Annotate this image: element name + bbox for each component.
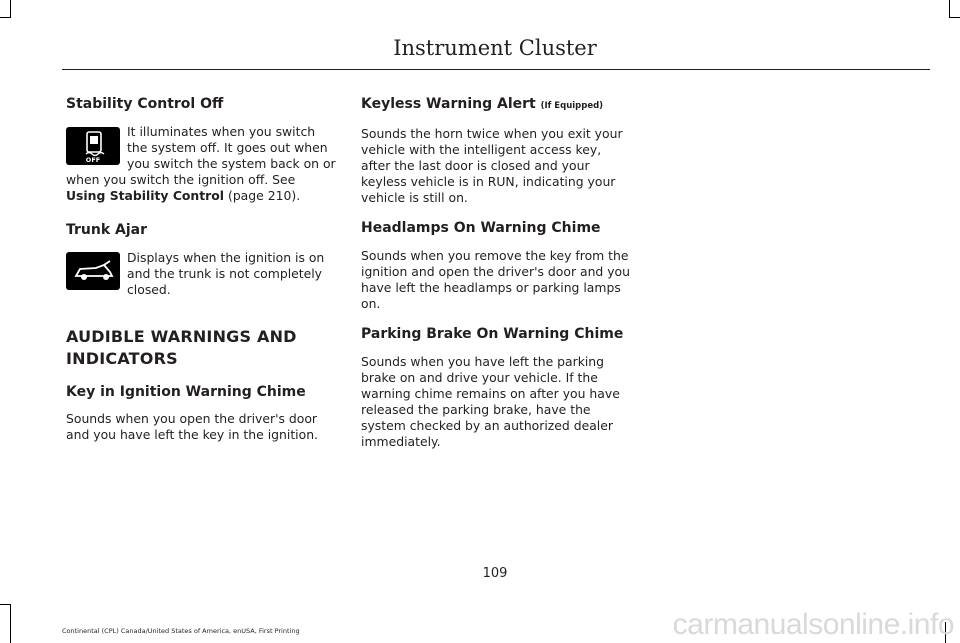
stability-heading: Stability Control Off [66,96,224,112]
keyless-heading: Keyless Warning Alert (If Equipped) [361,96,604,112]
key-heading: Key in Ignition Warning Chime [66,384,306,400]
section-title-line1: AUDIBLE WARNINGS AND [66,327,297,346]
footer-text: Continental (CPL) Canada/United States of America, enUSA, First Printing [62,627,300,635]
key-text: Sounds when you open the driver's door and you have left the key in the ignition. [66,411,318,442]
keyless-qualifier: (If Equipped) [540,101,604,111]
trunk-block [66,250,338,298]
brake-text: Sounds when you have left the parking brake on and drive your vehicle. If the warning chime remains on after you have released the parking brake, have the system checked by an authorized dealer immediately. [361,354,620,449]
crop-mark-top-left [10,0,11,18]
icon-off-text: OFF [85,156,101,164]
trunk-text: Displays when the ignition is on and the trunk is not completely closed. [127,250,325,297]
stability-block [66,124,338,204]
left-column [66,94,338,443]
trunk-ajar-icon [66,252,120,290]
page-title: Instrument Cluster [393,36,597,60]
using-stability-control-link[interactable]: Using Stability Control [66,188,225,203]
brake-heading: Parking Brake On Warning Chime [361,326,624,342]
stability-control-off-icon [66,127,120,165]
crop-mark-top-right-h [949,17,960,18]
watermark: carmanualsonline.info [672,608,954,641]
page-number: 109 [482,566,508,581]
right-column [361,94,633,450]
headlamps-heading: Headlamps On Warning Chime [361,220,601,236]
header-rule [62,69,930,70]
section-title-line2: INDICATORS [66,349,178,368]
crop-mark-top-right [949,0,950,18]
headlamps-text: Sounds when you remove the key from the ignition and open the driver's door and you have left the headlamps or parking lamps on. [361,248,630,311]
keyless-text: Sounds the horn twice when you exit your vehicle with the intelligent access key, after the last door is closed and your keyless vehicle is in RUN, indicating your vehicle is still on. [361,126,623,205]
stability-text: It illuminates when you switch the system off. It goes out when you switch the system back on or when you switch the ignition off. See Using Stability Control (page 210). [66,124,336,203]
crop-mark-bottom-left-h [0,604,11,605]
crop-mark-top-left-h [0,17,11,18]
crop-mark-bottom-left [10,604,11,643]
trunk-heading: Trunk Ajar [66,222,148,238]
